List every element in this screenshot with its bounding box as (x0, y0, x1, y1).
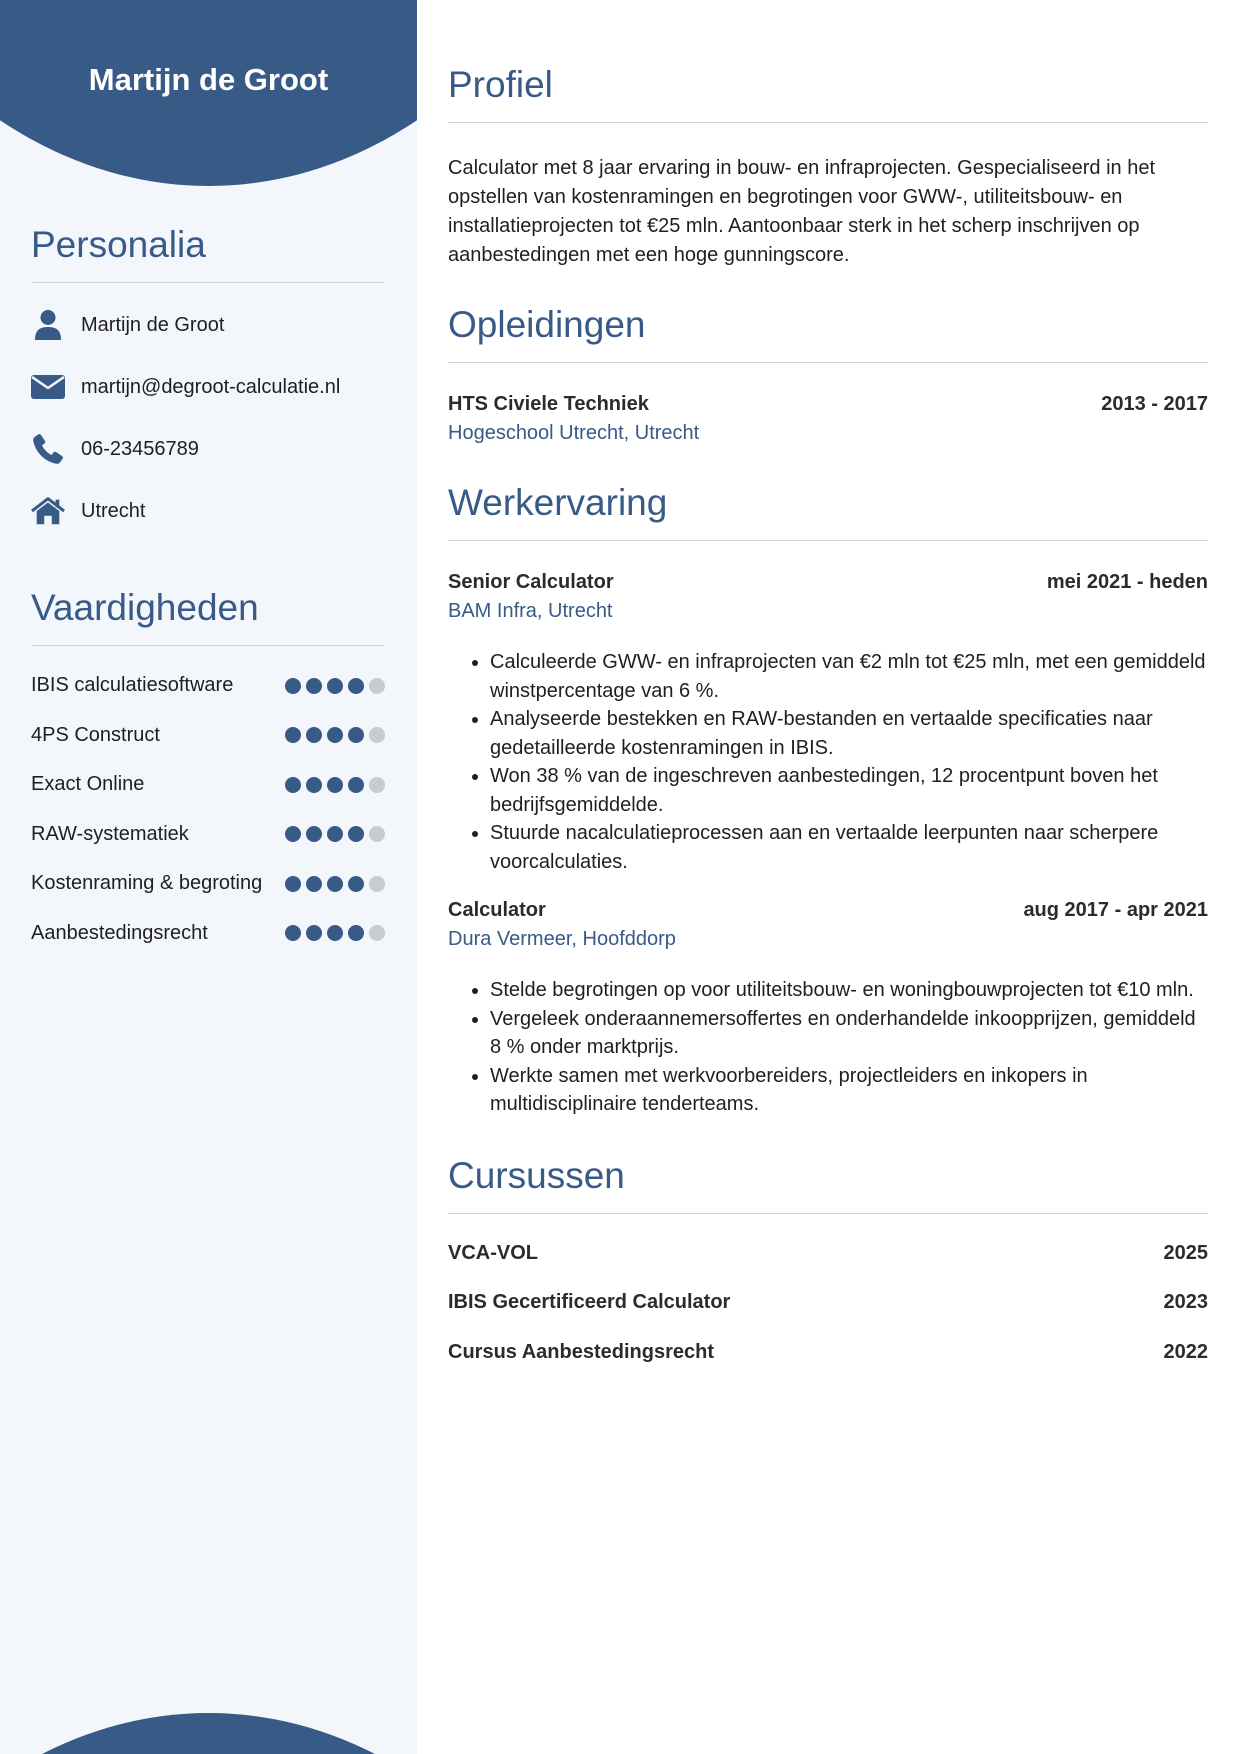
candidate-name: Martijn de Groot (88, 62, 329, 97)
skill-row (31, 810, 385, 860)
skill-name: 4PS Construct (31, 723, 160, 746)
sidebar (0, 0, 417, 1754)
bullet-item: • Stelde begrotingen op voor utiliteitsbouw- en woningbouwprojecten tot €10 mln. (490, 976, 1208, 1005)
skill-rating (285, 678, 385, 694)
skills-section (31, 585, 385, 958)
skill-name: Exact Online (31, 773, 145, 796)
skill-row (31, 760, 385, 810)
rating-dot-filled (285, 826, 301, 842)
contact-email[interactable] (31, 356, 385, 418)
rating-dot-empty (369, 925, 385, 941)
rating-dot-filled (348, 777, 364, 793)
rating-dot-empty (369, 777, 385, 793)
rating-dot-empty (369, 678, 385, 694)
skill-rating (285, 925, 385, 941)
sidebar-bottom-arc (0, 1713, 417, 1754)
bullet-item: • Stuurde nacalculatieprocessen aan en vertaalde leerpunten naar scherpere voorcalculaties. (490, 819, 1208, 876)
rating-dot-filled (285, 678, 301, 694)
bullet-item: • Calculeerde GWW- en infraprojecten van €2 mln tot €25 mln, met een gemiddeld winstpercentage van 6 %. (490, 648, 1208, 705)
profile-text: Calculator met 8 jaar ervaring in bouw- en infraprojecten. Gespecialiseerd in het opstellen van kostenramingen en begrotingen voor GWW-, utiliteitsbouw- en installatieprojecten tot €25 mln. Aantoonbaar sterk in het scherp inschrijven op aanbestedingen met een hoge gunningscore. (448, 157, 1156, 266)
job-company: BAM Infra, Utrecht (448, 600, 613, 622)
skill-row (31, 859, 385, 909)
skill-row (31, 909, 385, 959)
rating-dot-filled (306, 876, 322, 892)
rating-dot-filled (348, 727, 364, 743)
education-period: 2013 - 2017 (1101, 393, 1208, 415)
rating-dot-filled (327, 777, 343, 793)
course-title: IBIS Gecertificeerd Calculator (448, 1291, 731, 1314)
rating-dot-filled (285, 777, 301, 793)
education-institution: Hogeschool Utrecht, Utrecht (448, 422, 700, 444)
skill-rating (285, 876, 385, 892)
course-year: 2022 (1163, 1340, 1208, 1363)
skill-row (31, 661, 385, 711)
rating-dot-filled (306, 727, 322, 743)
experience-entry (448, 896, 1208, 1119)
rating-dot-filled (306, 678, 322, 694)
rating-dot-filled (306, 777, 322, 793)
courses-heading: Cursussen (448, 1153, 1208, 1214)
rating-dot-filled (348, 678, 364, 694)
home-icon (31, 494, 65, 528)
rating-dot-filled (327, 678, 343, 694)
rating-dot-filled (327, 826, 343, 842)
contact-phone-text[interactable]: 06-23456789 (81, 437, 199, 460)
job-title: Senior Calculator (448, 571, 614, 593)
education-entry (448, 390, 1208, 448)
phone-icon (31, 432, 65, 466)
course-year: 2025 (1163, 1241, 1208, 1264)
main-content (448, 0, 1208, 1377)
skill-name: Aanbestedingsrecht (31, 921, 208, 944)
rating-dot-filled (348, 925, 364, 941)
rating-dot-filled (306, 925, 322, 941)
user-icon (31, 308, 65, 342)
course-title: VCA-VOL (448, 1241, 538, 1264)
rating-dot-filled (285, 876, 301, 892)
contact-email-text[interactable]: martijn@degroot-calculatie.nl (81, 375, 341, 398)
rating-dot-filled (306, 826, 322, 842)
rating-dot-empty (369, 826, 385, 842)
experience-entry (448, 568, 1208, 876)
contact-location (31, 480, 385, 542)
bullet-item: • Vergeleek onderaannemersoffertes en onderhandelde inkoopprijzen, gemiddeld 8 % onder marktprijs. (490, 1005, 1208, 1062)
rating-dot-filled (327, 727, 343, 743)
skill-name: RAW-systematiek (31, 822, 189, 845)
bullet-item: • Won 38 % van de ingeschreven aanbestedingen, 12 procentpunt boven het bedrijfsgemiddelde. (490, 762, 1208, 819)
rating-dot-filled (327, 876, 343, 892)
job-title: Calculator (448, 899, 546, 921)
skills-heading: Vaardigheden (31, 585, 385, 646)
course-year: 2023 (1163, 1291, 1208, 1314)
education-heading: Opleidingen (448, 302, 1208, 363)
courses-list (448, 1229, 1208, 1378)
contact-location-text: Utrecht (81, 499, 146, 522)
job-company: Dura Vermeer, Hoofddorp (448, 928, 676, 950)
job-period: mei 2021 - heden (1046, 571, 1208, 593)
contact-phone[interactable] (31, 418, 385, 480)
skill-rating (285, 826, 385, 842)
skill-rating (285, 777, 385, 793)
job-period: aug 2017 - apr 2021 (1023, 899, 1208, 921)
skill-name: Kostenraming & begroting (31, 872, 263, 895)
contact-name (31, 294, 385, 356)
bullet-item: • Analyseerde bestekken en RAW-bestanden en vertaalde specificaties naar gedetailleerde kostenramingen in IBIS. (490, 705, 1208, 762)
course-title: Cursus Aanbestedingsrecht (448, 1340, 714, 1363)
contact-name-text: Martijn de Groot (81, 313, 225, 336)
skill-rating (285, 727, 385, 743)
rating-dot-filled (327, 925, 343, 941)
rating-dot-filled (285, 925, 301, 941)
rating-dot-filled (348, 876, 364, 892)
personalia-heading: Personalia (31, 222, 385, 283)
rating-dot-empty (369, 876, 385, 892)
education-title: HTS Civiele Techniek (448, 393, 649, 415)
rating-dot-filled (285, 727, 301, 743)
envelope-icon (31, 370, 65, 404)
job-bullets (448, 648, 1208, 876)
profile-heading: Profiel (448, 62, 1208, 123)
course-row (448, 1229, 1208, 1279)
rating-dot-empty (369, 727, 385, 743)
skills-list (31, 661, 385, 958)
experience-heading: Werkervaring (448, 480, 1208, 541)
bullet-item: • Werkte samen met werkvoorbereiders, projectleiders en inkopers in multidisciplinaire tenderteams. (490, 1062, 1208, 1119)
skill-name: IBIS calculatiesoftware (31, 674, 234, 697)
course-row (448, 1278, 1208, 1328)
personalia-section (31, 222, 385, 542)
course-row (448, 1328, 1208, 1378)
skill-row (31, 711, 385, 761)
rating-dot-filled (348, 826, 364, 842)
job-bullets (448, 976, 1208, 1119)
